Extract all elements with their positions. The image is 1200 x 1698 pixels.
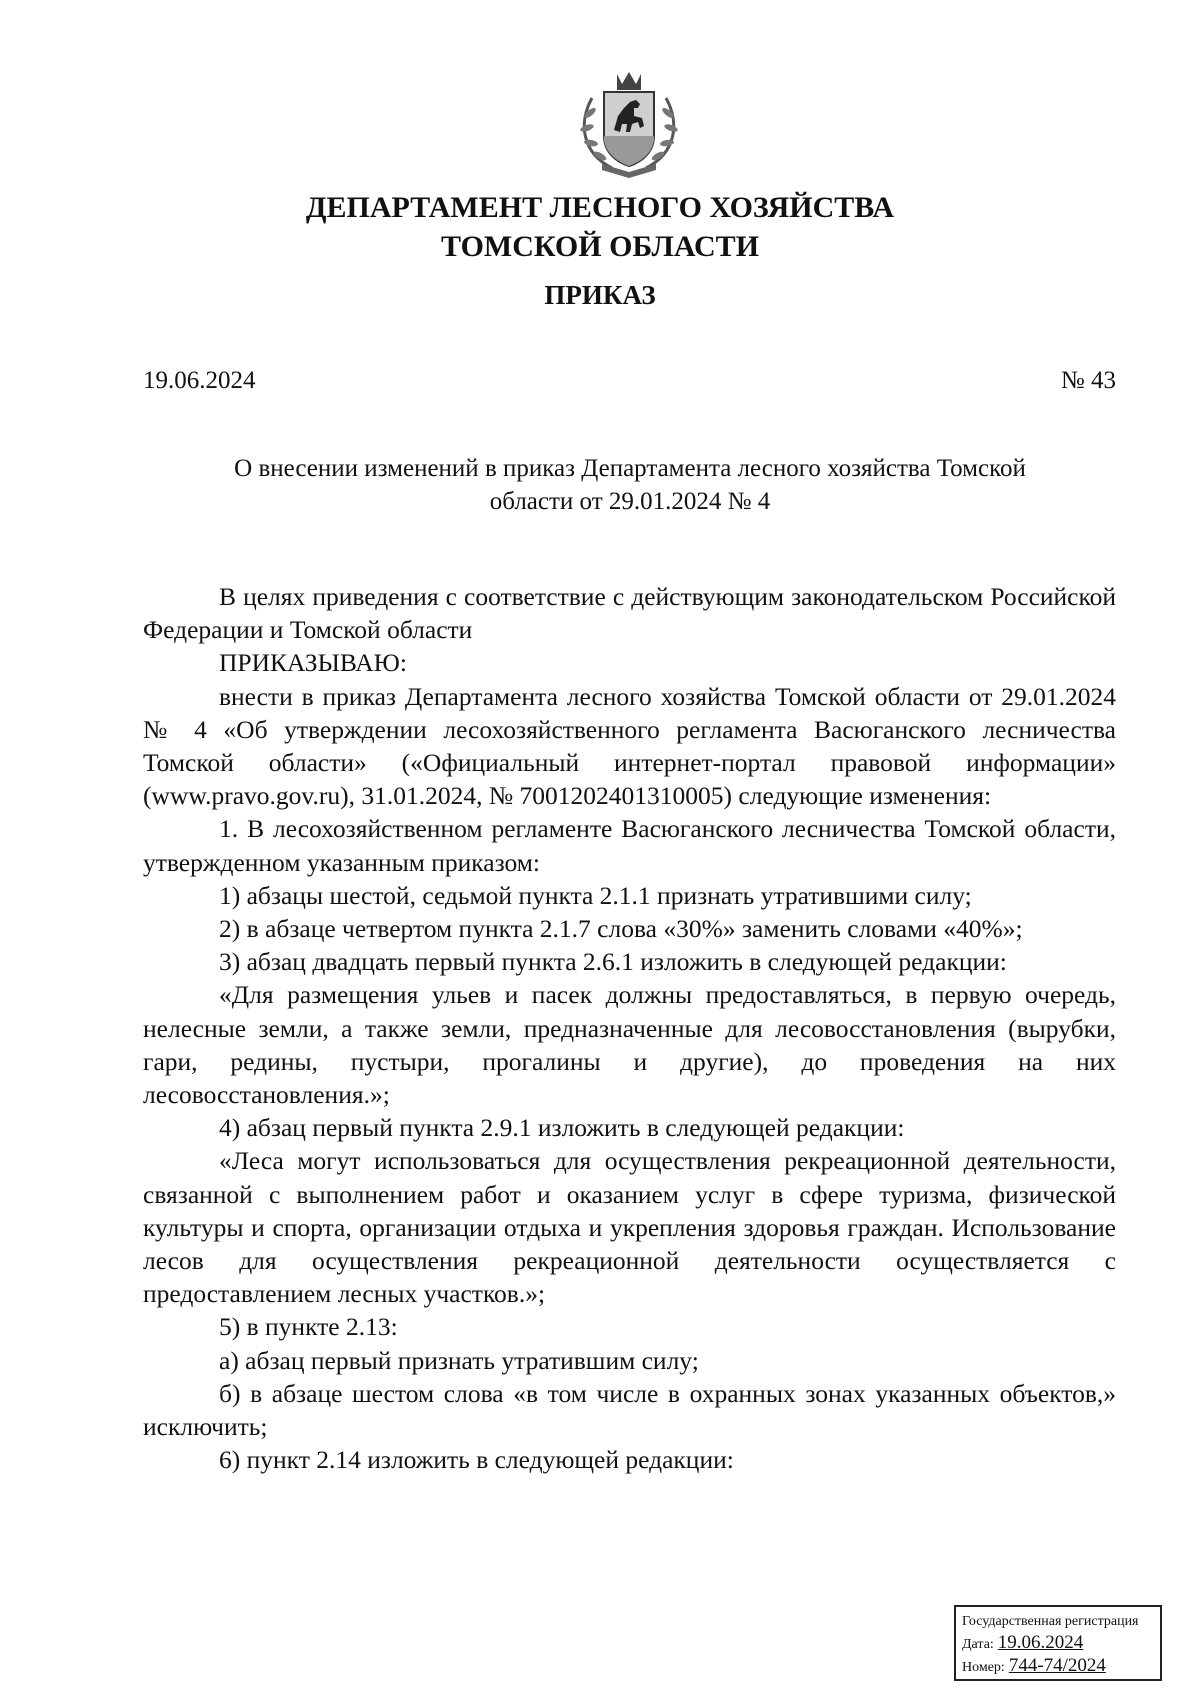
body-paragraph: «Леса могут использоваться для осуществления рекреационной деятельности, связанной с выполнением работ и оказанием услуг в сфере туризма, физической культуры и спорта, организации отдыха и укрепления здоровья граждан. Использование лесов для осуществления рекреационной деятельности осуществляется с предоставлением лесных участков.»; xyxy=(143,1146,1116,1309)
body-paragraph: 4) абзац первый пункта 2.9.1 изложить в следующей редакции: xyxy=(219,1113,905,1143)
registration-date-value: 19.06.2024 xyxy=(997,1632,1084,1653)
body-paragraph: 3) абзац двадцать первый пункта 2.6.1 изложить в следующей редакции: xyxy=(219,947,1007,977)
registration-title: Государственная регистрация xyxy=(962,1614,1139,1629)
body-paragraph: 6) пункт 2.14 изложить в следующей редакции: xyxy=(219,1445,734,1475)
body-paragraph: 5) в пункте 2.13: xyxy=(219,1312,398,1342)
body-paragraph: а) абзац первый признать утратившим силу; xyxy=(219,1345,699,1375)
organization-name-line1: ДЕПАРТАМЕНТ ЛЕСНОГО ХОЗЯЙСТВА xyxy=(305,191,895,224)
body-paragraph: 2) в абзаце четвертом пункта 2.1.7 слова «30%» заменить словами «40%»; xyxy=(219,914,1023,944)
registration-date-row xyxy=(962,1632,1154,1655)
organization-name xyxy=(0,188,1200,266)
body-paragraph: б) в абзаце шестом слова «в том числе в охранных зонах указанных объектов,» исключить; xyxy=(143,1378,1116,1442)
document-subject xyxy=(160,452,1100,518)
body-paragraph: В целях приведения с соответствие с действующим законодательском Российской Федерации и Томской области xyxy=(143,582,1116,645)
body-paragraph: 1) абзацы шестой, седьмой пункта 2.1.1 признать утратившими силу; xyxy=(219,880,972,910)
body-paragraph: 1. В лесохозяйственном регламенте Васюганского лесничества Томской области, утвержденном указанным приказом: xyxy=(143,814,1116,877)
registration-stamp xyxy=(954,1605,1162,1681)
document-number: № 43 xyxy=(1060,367,1116,394)
body-paragraph: внести в приказ Департамента лесного хозяйства Томской области от 29.01.2024 № 4 «Об утверждении лесохозяйственного регламента Васюганского лесничества Томской области» («Официальный интернет-портал правовой информации» (www.pravo.gov.ru), 31.01.2024, № 7001202401310005) следующие изменения: xyxy=(143,681,1116,811)
body-paragraph: «Для размещения ульев и пасек должны предоставляться, в первую очередь, нелесные земли, а также земли, предназначенные для лесовосстановления (вырубки, гари, редины, пустыри, прогалины и другие), до проведения на них лесовосстановления.»; xyxy=(143,980,1116,1110)
subject-line2: области от 29.01.2024 № 4 xyxy=(489,488,771,515)
registration-date-label: Дата: xyxy=(962,1637,994,1652)
registration-number-label: Номер: xyxy=(962,1660,1005,1675)
registration-number-row xyxy=(962,1655,1154,1678)
document-date: 19.06.2024 xyxy=(143,367,256,394)
organization-name-line2: ТОМСКОЙ ОБЛАСТИ xyxy=(440,230,760,263)
subject-line1: О внесении изменений в приказ Департамента лесного хозяйства Томской xyxy=(234,455,1026,482)
document-body xyxy=(143,580,1116,1476)
coat-of-arms-icon xyxy=(572,68,686,180)
body-paragraph: ПРИКАЗЫВАЮ: xyxy=(219,648,407,678)
registration-number-value: 744-74/2024 xyxy=(1008,1655,1106,1676)
document-type: ПРИКАЗ xyxy=(544,280,656,310)
